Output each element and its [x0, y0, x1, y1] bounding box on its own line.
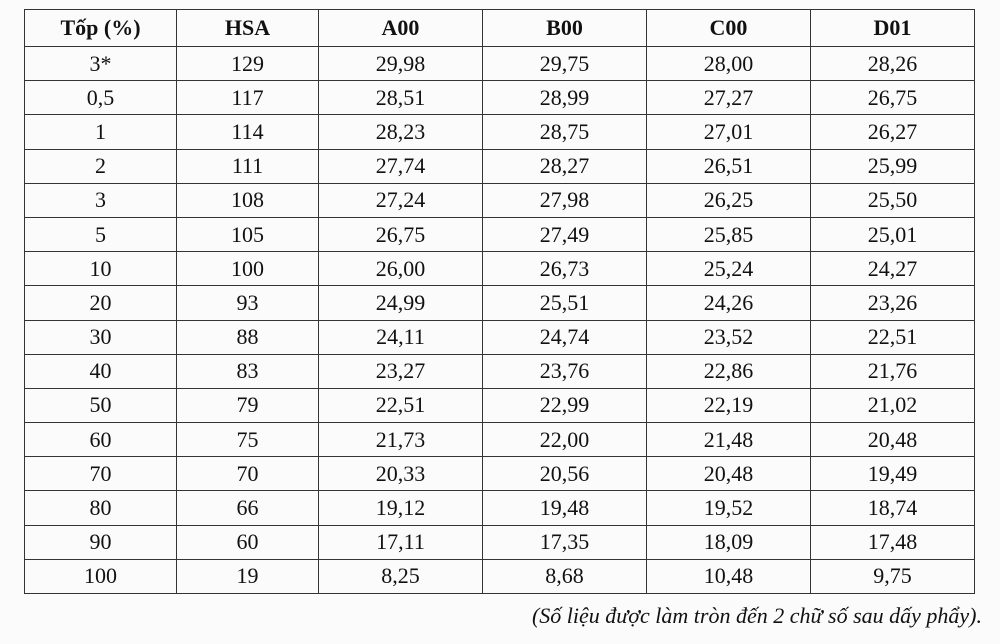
- table-row: [25, 252, 975, 286]
- table-cell: 28,75: [483, 115, 647, 149]
- table-cell: 114: [177, 115, 319, 149]
- table-cell: 18,09: [647, 525, 811, 559]
- table-cell: 24,99: [319, 286, 483, 320]
- table-cell: 26,27: [811, 115, 975, 149]
- table-cell: 29,98: [319, 47, 483, 81]
- table-cell: 20,33: [319, 457, 483, 491]
- table-row: [25, 423, 975, 457]
- table-cell: 27,27: [647, 81, 811, 115]
- table-cell: 24,74: [483, 320, 647, 354]
- score-table: [24, 9, 975, 594]
- table-cell: 28,99: [483, 81, 647, 115]
- table-cell: 27,98: [483, 183, 647, 217]
- table-cell: 23,52: [647, 320, 811, 354]
- table-cell: 21,48: [647, 423, 811, 457]
- table-cell: 23,27: [319, 354, 483, 388]
- table-row: [25, 457, 975, 491]
- table-cell: 28,00: [647, 47, 811, 81]
- table-cell: 19: [177, 559, 319, 593]
- table-cell: 111: [177, 149, 319, 183]
- table-row: [25, 81, 975, 115]
- table-cell: 26,00: [319, 252, 483, 286]
- table-cell: 3*: [25, 47, 177, 81]
- table-cell: 25,01: [811, 217, 975, 251]
- table-cell: 19,48: [483, 491, 647, 525]
- table-cell: 29,75: [483, 47, 647, 81]
- table-row: [25, 286, 975, 320]
- table-cell: 25,85: [647, 217, 811, 251]
- table-cell: 27,24: [319, 183, 483, 217]
- table-cell: 79: [177, 388, 319, 422]
- table-cell: 83: [177, 354, 319, 388]
- table-row: [25, 149, 975, 183]
- table-cell: 22,51: [319, 388, 483, 422]
- table-cell: 108: [177, 183, 319, 217]
- table-row: [25, 115, 975, 149]
- table-cell: 28,27: [483, 149, 647, 183]
- table-cell: 105: [177, 217, 319, 251]
- table-cell: 24,11: [319, 320, 483, 354]
- table-cell: 50: [25, 388, 177, 422]
- table-cell: 27,49: [483, 217, 647, 251]
- table-cell: 117: [177, 81, 319, 115]
- table-cell: 60: [25, 423, 177, 457]
- table-cell: 27,74: [319, 149, 483, 183]
- table-row: [25, 183, 975, 217]
- table-cell: 20,48: [647, 457, 811, 491]
- table-cell: 25,51: [483, 286, 647, 320]
- table-row: [25, 525, 975, 559]
- table-cell: 88: [177, 320, 319, 354]
- table-row: [25, 217, 975, 251]
- table-cell: 25,24: [647, 252, 811, 286]
- table-cell: 10,48: [647, 559, 811, 593]
- table-cell: 26,75: [319, 217, 483, 251]
- table-cell: 25,50: [811, 183, 975, 217]
- table-cell: 100: [177, 252, 319, 286]
- header-c00: C00: [647, 10, 811, 47]
- table-cell: 93: [177, 286, 319, 320]
- table-cell: 24,27: [811, 252, 975, 286]
- table-cell: 20: [25, 286, 177, 320]
- table-cell: 21,73: [319, 423, 483, 457]
- table-cell: 23,76: [483, 354, 647, 388]
- table-cell: 2: [25, 149, 177, 183]
- table-cell: 66: [177, 491, 319, 525]
- table-cell: 80: [25, 491, 177, 525]
- table-cell: 28,51: [319, 81, 483, 115]
- table-cell: 90: [25, 525, 177, 559]
- table-cell: 129: [177, 47, 319, 81]
- table-cell: 19,12: [319, 491, 483, 525]
- header-hsa: HSA: [177, 10, 319, 47]
- table-cell: 3: [25, 183, 177, 217]
- table-cell: 18,74: [811, 491, 975, 525]
- table-row: [25, 388, 975, 422]
- header-b00: B00: [483, 10, 647, 47]
- table-cell: 24,26: [647, 286, 811, 320]
- table-cell: 19,49: [811, 457, 975, 491]
- table-cell: 5: [25, 217, 177, 251]
- table-cell: 70: [25, 457, 177, 491]
- table-cell: 19,52: [647, 491, 811, 525]
- table-cell: 20,56: [483, 457, 647, 491]
- table-cell: 40: [25, 354, 177, 388]
- header-row: [25, 10, 975, 47]
- table-row: [25, 559, 975, 593]
- header-d01: D01: [811, 10, 975, 47]
- table-row: [25, 47, 975, 81]
- table-cell: 30: [25, 320, 177, 354]
- table-cell: 22,99: [483, 388, 647, 422]
- table-cell: 70: [177, 457, 319, 491]
- table-row: [25, 354, 975, 388]
- table-cell: 22,51: [811, 320, 975, 354]
- table-cell: 20,48: [811, 423, 975, 457]
- header-a00: A00: [319, 10, 483, 47]
- table-cell: 0,5: [25, 81, 177, 115]
- table-cell: 10: [25, 252, 177, 286]
- table-cell: 17,35: [483, 525, 647, 559]
- table-cell: 21,02: [811, 388, 975, 422]
- table-cell: 1: [25, 115, 177, 149]
- table-cell: 22,86: [647, 354, 811, 388]
- table-cell: 8,25: [319, 559, 483, 593]
- table-cell: 25,99: [811, 149, 975, 183]
- table-cell: 9,75: [811, 559, 975, 593]
- table-cell: 23,26: [811, 286, 975, 320]
- table-cell: 26,51: [647, 149, 811, 183]
- header-top-percent: Tốp (%): [25, 10, 177, 47]
- table-cell: 22,19: [647, 388, 811, 422]
- table-cell: 75: [177, 423, 319, 457]
- table-row: [25, 320, 975, 354]
- table-row: [25, 491, 975, 525]
- table-cell: 22,00: [483, 423, 647, 457]
- table-cell: 17,48: [811, 525, 975, 559]
- table-cell: 60: [177, 525, 319, 559]
- table-cell: 100: [25, 559, 177, 593]
- table-cell: 26,75: [811, 81, 975, 115]
- table-cell: 8,68: [483, 559, 647, 593]
- table-cell: 21,76: [811, 354, 975, 388]
- table-cell: 17,11: [319, 525, 483, 559]
- table-cell: 28,26: [811, 47, 975, 81]
- table-cell: 26,25: [647, 183, 811, 217]
- table-cell: 26,73: [483, 252, 647, 286]
- table-cell: 27,01: [647, 115, 811, 149]
- table-cell: 28,23: [319, 115, 483, 149]
- rounding-note: (Số liệu được làm tròn đến 2 chữ số sau dấy phẩy).: [531, 603, 982, 628]
